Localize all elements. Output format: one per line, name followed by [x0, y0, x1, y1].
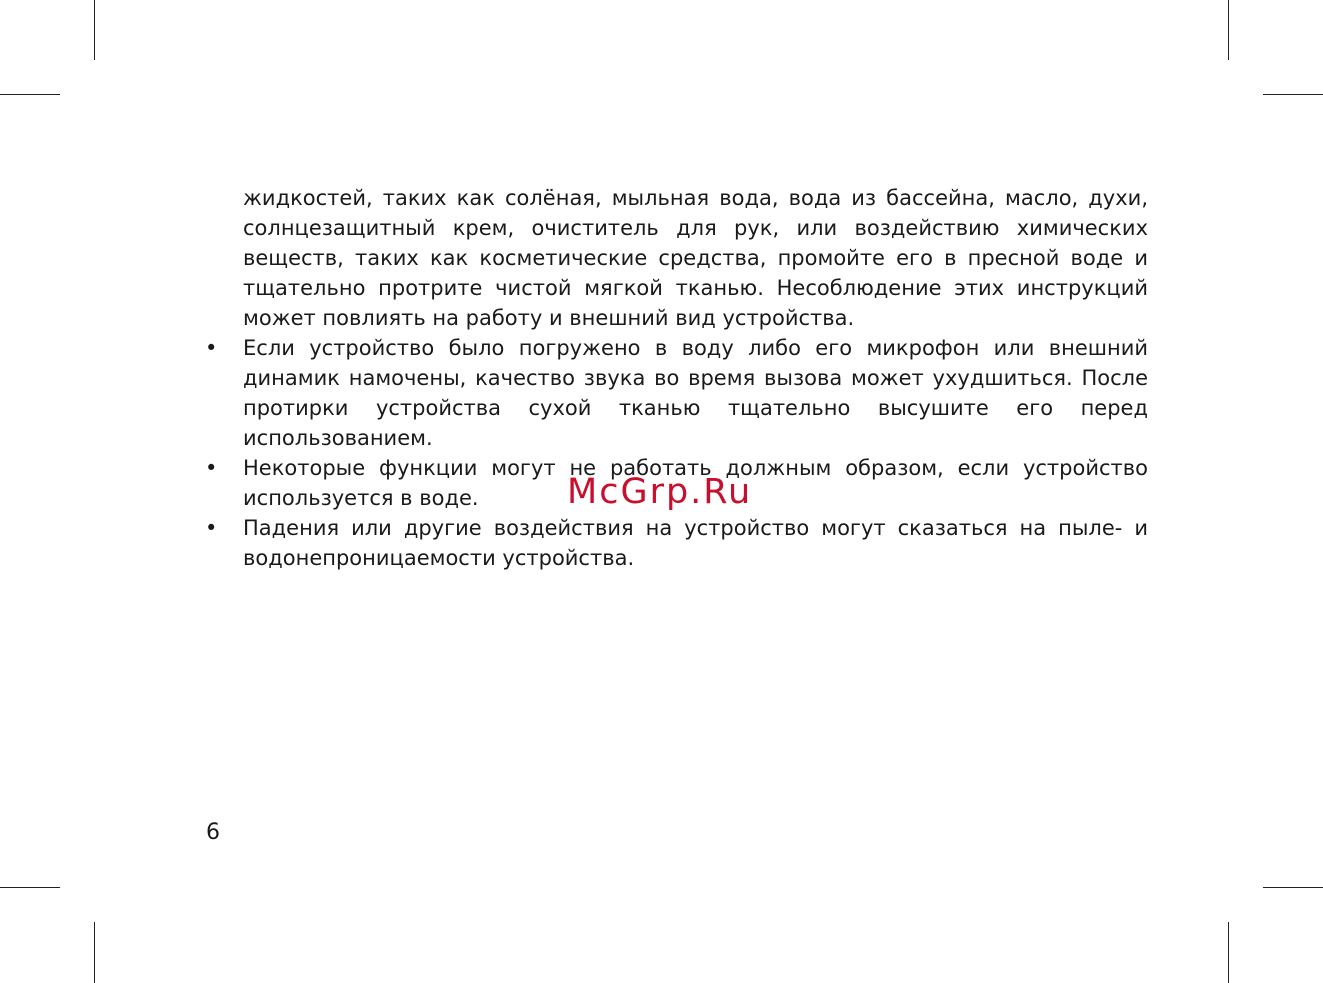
manual-text-block — [205, 183, 1148, 573]
bullet-marker: • — [205, 516, 218, 540]
crop-mark-bottom-right-vertical — [1228, 922, 1229, 983]
crop-mark-bottom-left-vertical — [94, 922, 95, 983]
bullet-list — [205, 333, 1148, 573]
list-item-text: Падения или другие воздействия на устройство могут сказаться на пыле- и водонепроницаемости устройства. — [243, 516, 1148, 570]
watermark: McGrp.Ru — [567, 472, 753, 512]
continuation-paragraph: жидкостей, таких как солёная, мыльная вода, вода из бассейна, масло, духи, солнцезащитный крем, очиститель для рук, или воздействию химических веществ, таких как косметические средства, промойте его в пресной воде и тщательно протрите чистой мягкой тканью. Несоблюдение этих инструкций может повлиять на работу и внешний вид устройства. — [243, 186, 1148, 330]
list-item-text: Если устройство было погружено в воду либо его микрофон или внешний динамик намочены, качество звука во время вызова может ухудшиться. После протирки устройства сухой тканью тщательно высушите его перед использованием. — [243, 336, 1148, 450]
bullet-marker: • — [205, 336, 218, 360]
crop-mark-top-right-vertical — [1228, 0, 1229, 60]
crop-mark-top-right-horizontal — [1263, 94, 1323, 95]
crop-mark-top-left-vertical — [94, 0, 95, 60]
crop-mark-top-left-horizontal — [0, 94, 60, 95]
list-item — [205, 513, 1148, 573]
crop-mark-bottom-right-horizontal — [1263, 887, 1323, 888]
page-number: 6 — [206, 820, 220, 845]
list-item-text: Некоторые функции могут не работать должным образом, если устройство используется в воде. — [243, 456, 1148, 510]
list-item — [205, 333, 1148, 453]
bullet-marker: • — [205, 456, 218, 480]
crop-mark-bottom-left-horizontal — [0, 887, 60, 888]
